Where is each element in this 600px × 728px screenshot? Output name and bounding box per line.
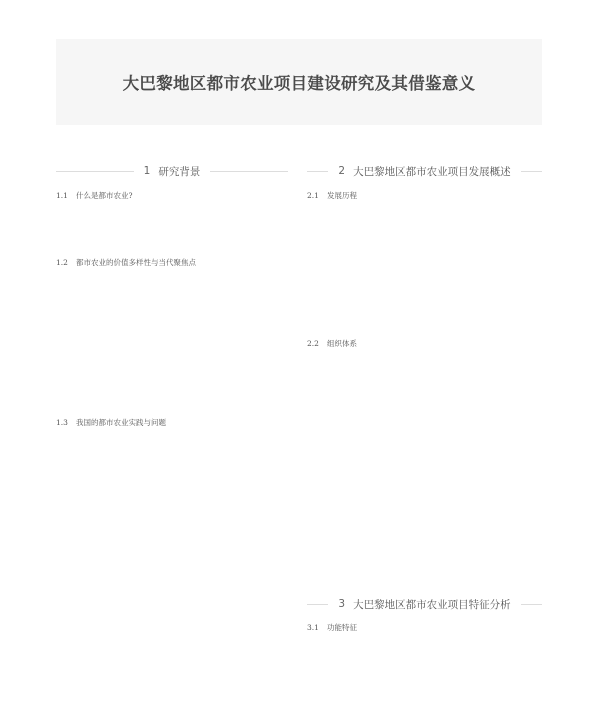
title-banner [56, 39, 542, 125]
subsection-1-1 [56, 190, 133, 201]
heading-rule-right [521, 604, 542, 605]
heading-rule-left [307, 171, 328, 172]
subsection-title: 组织体系 [327, 339, 357, 348]
section-title: 大巴黎地区都市农业项目发展概述 [353, 165, 511, 178]
heading-rule-right [210, 171, 288, 172]
section-number: 1 [143, 165, 151, 177]
subsection-title: 功能特征 [327, 623, 357, 632]
section-heading-1 [56, 164, 288, 178]
subsection-number: 1.3 [56, 418, 68, 427]
subsection-1-3 [56, 417, 166, 428]
subsection-3-1 [307, 622, 357, 633]
subsection-number: 2.2 [307, 339, 319, 348]
heading-rule-left [307, 604, 328, 605]
subsection-number: 1.1 [56, 191, 68, 200]
subsection-title: 发展历程 [327, 191, 357, 200]
heading-rule-left [56, 171, 134, 172]
subsection-1-2 [56, 257, 196, 268]
subsection-number: 2.1 [307, 191, 319, 200]
subsection-2-1 [307, 190, 357, 201]
section-heading-2 [307, 164, 542, 178]
subsection-title: 我国的都市农业实践与问题 [76, 418, 166, 427]
subsection-number: 1.2 [56, 258, 68, 267]
subsection-2-2 [307, 338, 357, 349]
page-title: 大巴黎地区都市农业项目建设研究及其借鉴意义 [122, 74, 476, 93]
subsection-title: 什么是都市农业? [76, 191, 133, 200]
section-number: 3 [338, 598, 346, 610]
section-number: 2 [338, 165, 346, 177]
heading-rule-right [521, 171, 542, 172]
section-title: 研究背景 [158, 165, 201, 178]
section-heading-3 [307, 597, 542, 611]
subsection-title: 都市农业的价值多样性与当代聚焦点 [76, 258, 196, 267]
section-title: 大巴黎地区都市农业项目特征分析 [353, 598, 511, 611]
subsection-number: 3.1 [307, 623, 319, 632]
